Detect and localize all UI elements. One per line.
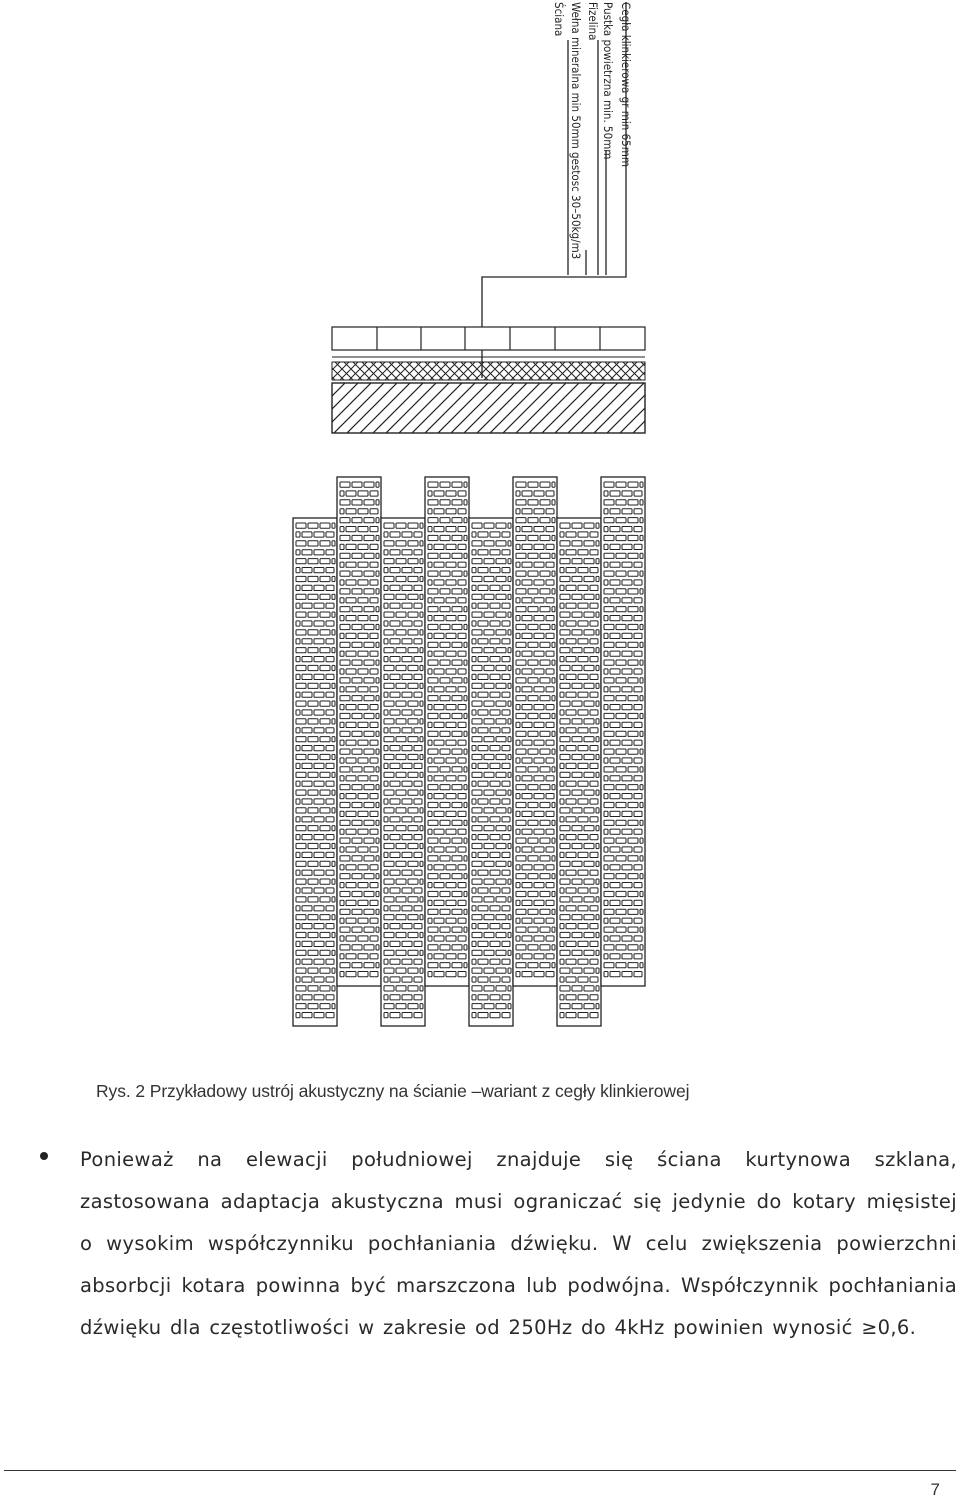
body-paragraph [80, 1139, 957, 1349]
air-gap [332, 357, 645, 362]
label-klinkier: Cegła klinkierowa gr min 65mm [619, 2, 633, 167]
label-fizelina: Fizelina [586, 2, 600, 41]
page-number: 7 [930, 1480, 940, 1499]
figure-caption: Rys. 2 Przykładowy ustrój akustyczny na ścianie –wariant z cegły klinkierowej [96, 1081, 690, 1101]
geq-symbol: ≥ [861, 1317, 878, 1339]
label-pustka: Pustka powietrzna min. 50mm [601, 2, 615, 160]
label-sciana: Ściana [552, 2, 566, 37]
layer-labels [552, 2, 633, 259]
label-welna: Wełna mineralna min 50mm gestosc 30–50kg/m3 [569, 2, 583, 260]
footer-rule [4, 1470, 956, 1471]
brick-layer [332, 327, 645, 350]
bullet-point [40, 1152, 48, 1160]
threshold-value: 0,6. [877, 1316, 917, 1339]
mineral-wool-layer [332, 362, 645, 380]
paragraph-text: Ponieważ na elewacji południowej znajduje się ściana kurtynowa szklana, zastosowana adaptacja akustyczna musi ograniczać się jedynie do kotary mięsistej o wysokim współczynniku pochłaniania dźwięku. W celu zwiększenia powierzchni absorbcji kotara powinna być marszczona lub podwójna. Współczynnik pochłaniania dźwięku dla częstotliwości w zakresie od 250Hz do 4kHz powinien wynosić [80, 1148, 957, 1339]
perforated-panels [293, 477, 645, 1026]
wall-layer [332, 383, 645, 433]
